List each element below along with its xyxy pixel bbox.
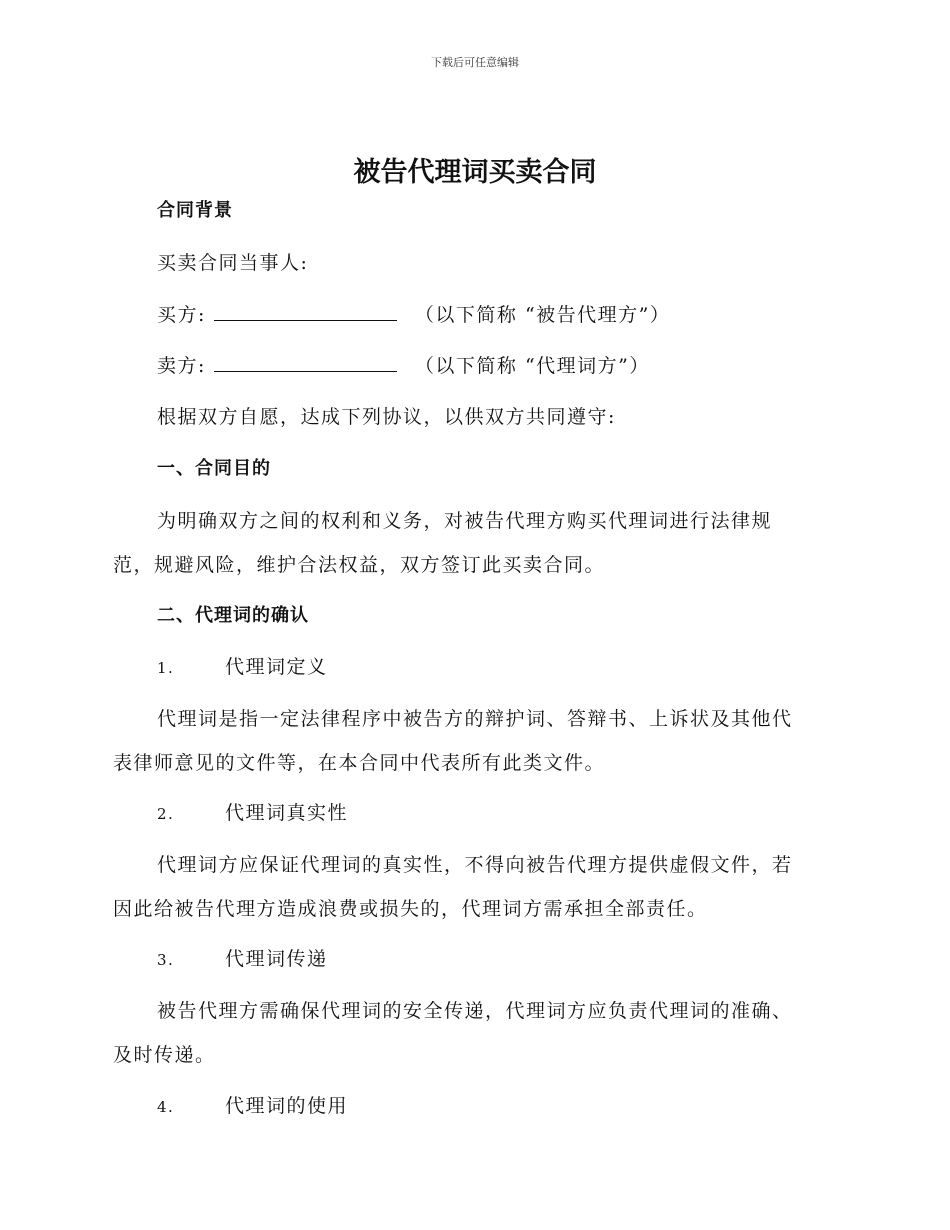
clause-4-title [157,1092,348,1121]
clause-2-line2: 因此给被告代理方造成浪费或损失的，代理词方需承担全部责任。 [113,898,708,920]
clause-3-title [157,945,328,974]
section1-paragraph-line2: 范，规避风险，维护合法权益，双方签订此买卖合同。 [113,554,606,576]
clause-1-title [157,653,328,682]
section1-paragraph-line1: 为明确双方之间的权利和义务，对被告代理方购买代理词进行法律规 [157,510,773,532]
clause-title: 代理词真实性 [225,802,349,824]
clause-2-line1: 代理词方应保证代理词的真实性，不得向被告代理方提供虚假文件，若 [157,854,793,876]
document-title: 被告代理词买卖合同 [353,157,597,188]
clause-1-line2: 表律师意见的文件等，在本合同中代表所有此类文件。 [113,752,606,774]
clause-number: 2. [157,805,175,823]
section1-heading: 一、合同目的 [157,458,271,479]
agreement-intro: 根据双方自愿，达成下列协议，以供双方共同遵守: [157,406,616,428]
buyer-line [157,300,670,329]
page-header-note: 下载后可任意编辑 [431,56,519,69]
clause-3-line1: 被告代理方需确保代理词的安全传递，代理词方应负责代理词的准确、 [157,1000,793,1022]
seller-label: 卖方: [157,355,206,377]
buyer-label: 买方: [157,304,206,326]
seller-suffix: （以下简称 “代理词方”） [414,355,650,377]
clause-3-line2: 及时传递。 [113,1044,216,1066]
clause-title: 代理词的使用 [225,1095,349,1117]
parties-intro: 买卖合同当事人: [157,252,309,274]
seller-name-blank[interactable] [214,351,397,372]
clause-2-title [157,799,348,828]
seller-line [157,351,650,380]
clause-1-line1: 代理词是指一定法律程序中被告方的辩护词、答辩书、上诉状及其他代 [157,708,793,730]
section2-heading: 二、代理词的确认 [157,605,309,626]
clause-number: 1. [157,659,175,677]
buyer-name-blank[interactable] [214,300,397,321]
clause-number: 4. [157,1098,175,1116]
background-heading: 合同背景 [157,200,233,221]
clause-number: 3. [157,951,175,969]
clause-title: 代理词传递 [225,948,328,970]
clause-title: 代理词定义 [225,656,328,678]
buyer-suffix: （以下简称 “被告代理方”） [414,304,671,326]
